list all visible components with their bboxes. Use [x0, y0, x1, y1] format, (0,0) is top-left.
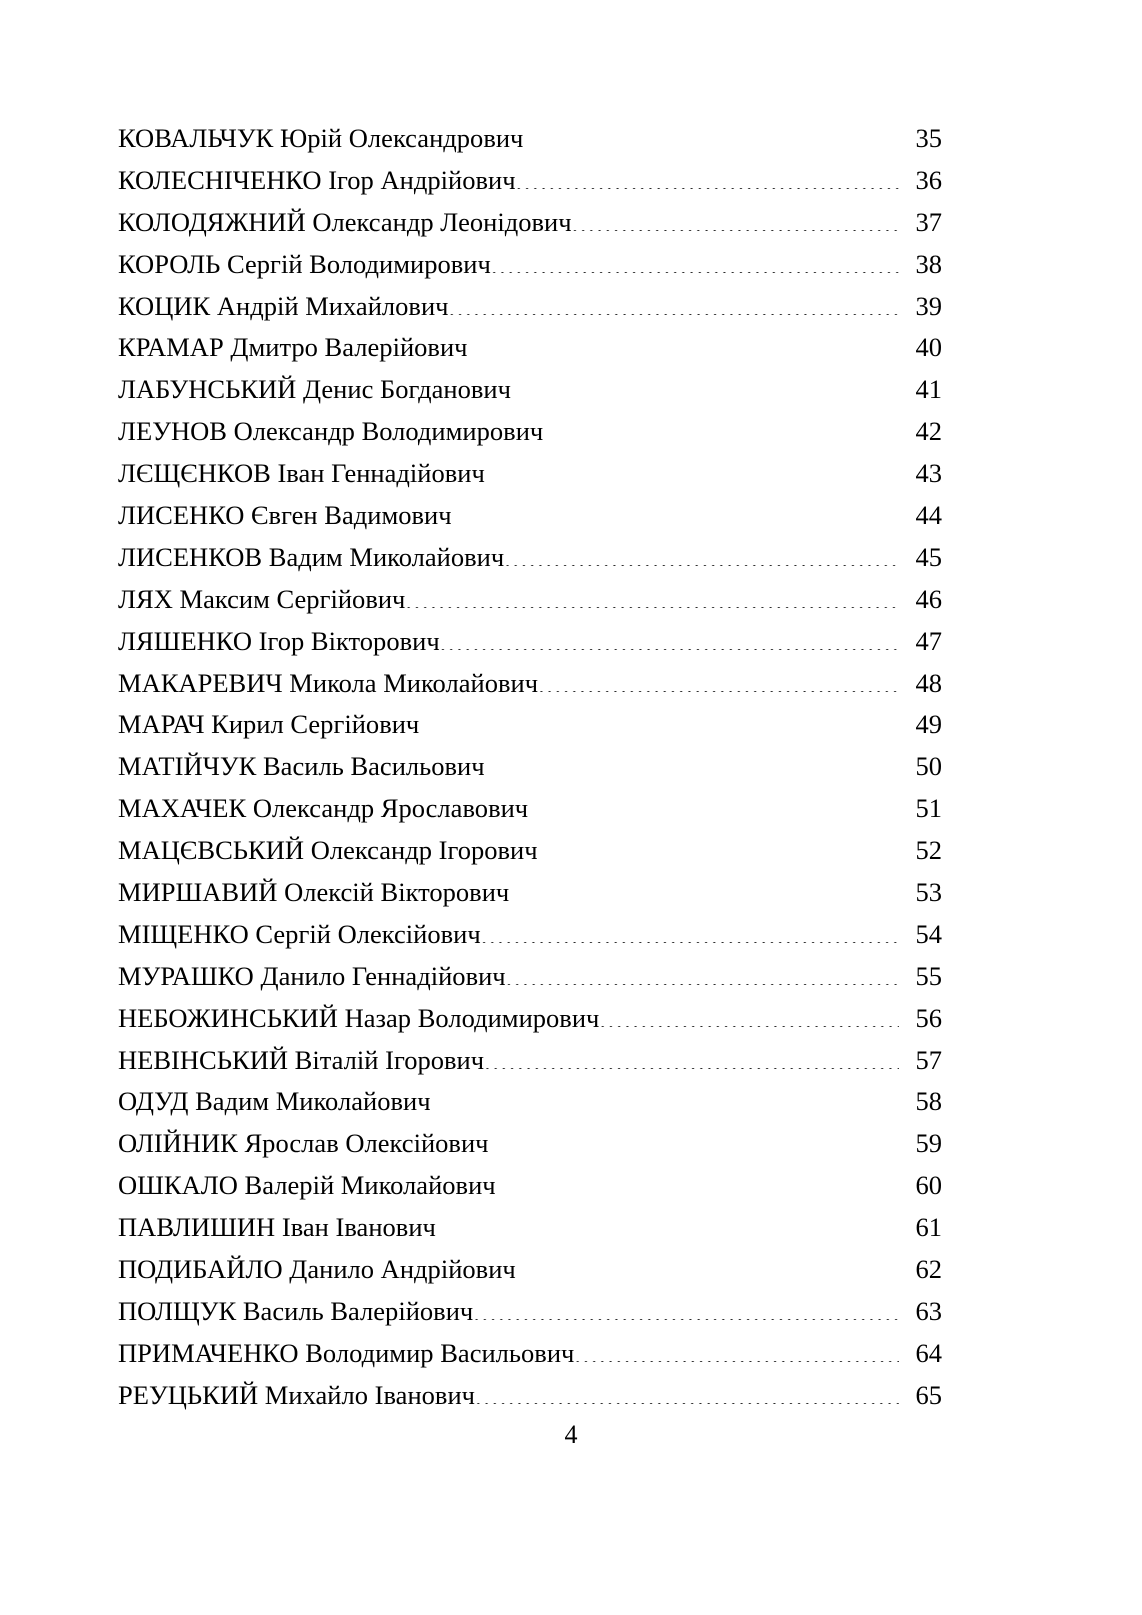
toc-entry-name: ЛАБУНСЬКИЙ Денис Богданович [118, 374, 511, 405]
toc-entry[interactable] [118, 411, 942, 453]
toc-entry-name: МУРАШКО Данило Геннадійович [118, 960, 506, 991]
toc-dot-leader [599, 1000, 899, 1027]
toc-dot-leader [516, 1252, 899, 1279]
toc-entry[interactable] [118, 746, 942, 788]
toc-entry-page-number: 50 [915, 751, 942, 782]
toc-entry[interactable] [118, 663, 942, 705]
toc-entry-page-number: 40 [915, 332, 942, 363]
toc-entry[interactable] [118, 1207, 942, 1249]
toc-entry-page-number: 49 [915, 709, 942, 740]
toc-dot-leader [528, 791, 899, 818]
toc-dot-leader [475, 1377, 899, 1404]
toc-entry[interactable] [118, 1249, 942, 1291]
toc-entry-page-number: 65 [915, 1379, 942, 1410]
toc-dot-leader [485, 456, 899, 483]
toc-entry-name: ЛЕУНОВ Олександр Володимирович [118, 416, 544, 447]
toc-dot-leader [481, 916, 899, 943]
toc-entry[interactable] [118, 1375, 942, 1417]
toc-entry-page-number: 60 [915, 1170, 942, 1201]
toc-entry-page-number: 58 [915, 1086, 942, 1117]
toc-entry-page-number: 39 [915, 290, 942, 321]
toc-entry[interactable] [118, 1333, 942, 1375]
toc-entry-page-number: 44 [915, 500, 942, 531]
toc-entry-page-number: 64 [915, 1337, 942, 1368]
toc-dot-leader [506, 958, 899, 985]
toc-entry[interactable] [118, 1081, 942, 1123]
toc-dot-leader [449, 288, 900, 315]
toc-entry-name: ОДУД Вадим Миколайович [118, 1086, 431, 1117]
toc-entry-name: МАРАЧ Кирил Сергійович [118, 709, 420, 740]
toc-entry[interactable] [118, 579, 942, 621]
toc-entry-name: КОРОЛЬ Сергій Володимирович [118, 248, 491, 279]
toc-entry-page-number: 51 [915, 793, 942, 824]
toc-entry-page-number: 54 [915, 918, 942, 949]
toc-entry-page-number: 63 [915, 1295, 942, 1326]
toc-entry-name: МАХАЧЕК Олександр Ярославович [118, 793, 529, 824]
toc-entry-name: КОЛОДЯЖНИЙ Олександр Леонідович [118, 206, 572, 237]
toc-entry-name: МАКАРЕВИЧ Микола Миколайович [118, 667, 539, 698]
toc-dot-leader [436, 1210, 899, 1237]
toc-entry-name: КОВАЛЬЧУК Юрій Олександрович [118, 123, 524, 153]
toc-entry[interactable] [118, 286, 942, 328]
toc-dot-leader [509, 875, 899, 902]
toc-entry[interactable] [118, 872, 942, 914]
toc-entry-name: КОЦИК Андрій Михайлович [118, 290, 449, 321]
toc-entry[interactable] [118, 369, 942, 411]
toc-entry-page-number: 61 [915, 1212, 942, 1243]
toc-dot-leader [496, 1168, 899, 1195]
toc-dot-leader [538, 665, 899, 692]
toc-dot-leader [452, 498, 899, 525]
toc-entry-name: ЛИСЕНКОВ Вадим Миколайович [118, 541, 505, 572]
toc-dot-leader [484, 1042, 899, 1069]
page-footer-number: 4 [564, 1420, 578, 1449]
toc-entry[interactable] [118, 704, 942, 746]
toc-dot-leader [572, 204, 899, 231]
toc-entry-page-number: 43 [915, 458, 942, 489]
toc-entry-page-number: 42 [915, 416, 942, 447]
toc-dot-leader [485, 749, 899, 776]
toc-dot-leader [543, 414, 899, 441]
toc-entry[interactable] [118, 621, 942, 663]
toc-entry-name: КРАМАР Дмитро Валерійович [118, 332, 468, 363]
toc-entry[interactable] [118, 914, 942, 956]
toc-entry-name: МАЦЄВСЬКИЙ Олександр Ігорович [118, 835, 538, 866]
toc-entry-page-number: 45 [915, 541, 942, 572]
toc-entry-page-number: 62 [915, 1254, 942, 1285]
toc-dot-leader [419, 707, 899, 734]
toc-dot-leader [491, 246, 899, 273]
toc-entry-name: ПАВЛИШИН Іван Іванович [118, 1212, 436, 1243]
toc-entry[interactable] [118, 495, 942, 537]
toc-dot-leader [431, 1084, 899, 1111]
toc-entry[interactable] [118, 244, 942, 286]
toc-entry-page-number: 59 [915, 1128, 942, 1159]
toc-entry-name: ЛИСЕНКО Євген Вадимович [118, 500, 452, 531]
toc-entry-page-number: 36 [915, 164, 942, 195]
toc-entry-page-number: 55 [915, 960, 942, 991]
toc-dot-leader [473, 1293, 899, 1320]
toc-entry-name: ОЛІЙНИК Ярослав Олексійович [118, 1128, 489, 1159]
toc-entry-name: МАТІЙЧУК Василь Васильович [118, 751, 485, 782]
toc-entry[interactable] [118, 202, 942, 244]
toc-entry[interactable] [118, 160, 942, 202]
toc-entry-page-number: 57 [915, 1044, 942, 1075]
toc-entry-page-number: 38 [915, 248, 942, 279]
toc-entry-name: ПРИМАЧЕНКО Володимир Васильович [118, 1337, 575, 1368]
toc-entry-name: ПОЛЩУК Василь Валерійович [118, 1295, 474, 1326]
toc-dot-leader [504, 539, 899, 566]
toc-entry-page-number: 35 [915, 123, 942, 153]
toc-entry-name: ЛЄЩЄНКОВ Іван Геннадійович [118, 458, 485, 489]
toc-entry-page-number: 37 [915, 206, 942, 237]
toc-entry-name: ЛЯШЕНКО Ігор Вікторович [118, 625, 440, 656]
toc-entry-page-number: 52 [915, 835, 942, 866]
toc-entry-page-number: 48 [915, 667, 942, 698]
toc-dot-leader [440, 623, 899, 650]
toc-dot-leader [489, 1126, 899, 1153]
toc-dot-leader [523, 121, 899, 148]
toc-entry-page-number: 46 [915, 583, 942, 614]
toc-entry-name: КОЛЕСНІЧЕНКО Ігор Андрійович [118, 164, 516, 195]
toc-dot-leader [538, 833, 899, 860]
toc-entry-page-number: 41 [915, 374, 942, 405]
toc-entry-name: РЕУЦЬКИЙ Михайло Іванович [118, 1379, 476, 1410]
toc-entry[interactable] [118, 1123, 942, 1165]
toc-entry-page-number: 53 [915, 877, 942, 908]
toc-entry[interactable] [118, 998, 942, 1040]
toc-dot-leader [516, 162, 899, 189]
toc-dot-leader [574, 1335, 899, 1362]
toc-entry-name: ПОДИБАЙЛО Данило Андрійович [118, 1254, 516, 1285]
toc-entry[interactable] [118, 1165, 942, 1207]
toc-entry-page-number: 47 [915, 625, 942, 656]
toc-entry[interactable] [118, 830, 942, 872]
toc-entry-name: МИРШАВИЙ Олексій Вікторович [118, 877, 510, 908]
toc-entry-name: ОШКАЛО Валерій Миколайович [118, 1170, 496, 1201]
toc-entry[interactable] [118, 118, 942, 160]
toc-entry-name: НЕВІНСЬКИЙ Віталій Ігорович [118, 1044, 485, 1075]
toc-dot-leader [511, 372, 899, 399]
table-of-contents-list [118, 118, 942, 1417]
toc-entry[interactable] [118, 1040, 942, 1082]
toc-entry[interactable] [118, 956, 942, 998]
toc-entry[interactable] [118, 453, 942, 495]
toc-entry-name: МІЩЕНКО Сергій Олексійович [118, 918, 481, 949]
toc-entry-name: ЛЯХ Максим Сергійович [118, 583, 406, 614]
toc-dot-leader [468, 330, 899, 357]
toc-entry[interactable] [118, 1291, 942, 1333]
toc-entry-page-number: 56 [915, 1002, 942, 1033]
toc-entry[interactable] [118, 327, 942, 369]
toc-entry-name: НЕБОЖИНСЬКИЙ Назар Володимирович [118, 1002, 600, 1033]
toc-dot-leader [405, 581, 899, 608]
toc-entry[interactable] [118, 788, 942, 830]
toc-entry[interactable] [118, 537, 942, 579]
